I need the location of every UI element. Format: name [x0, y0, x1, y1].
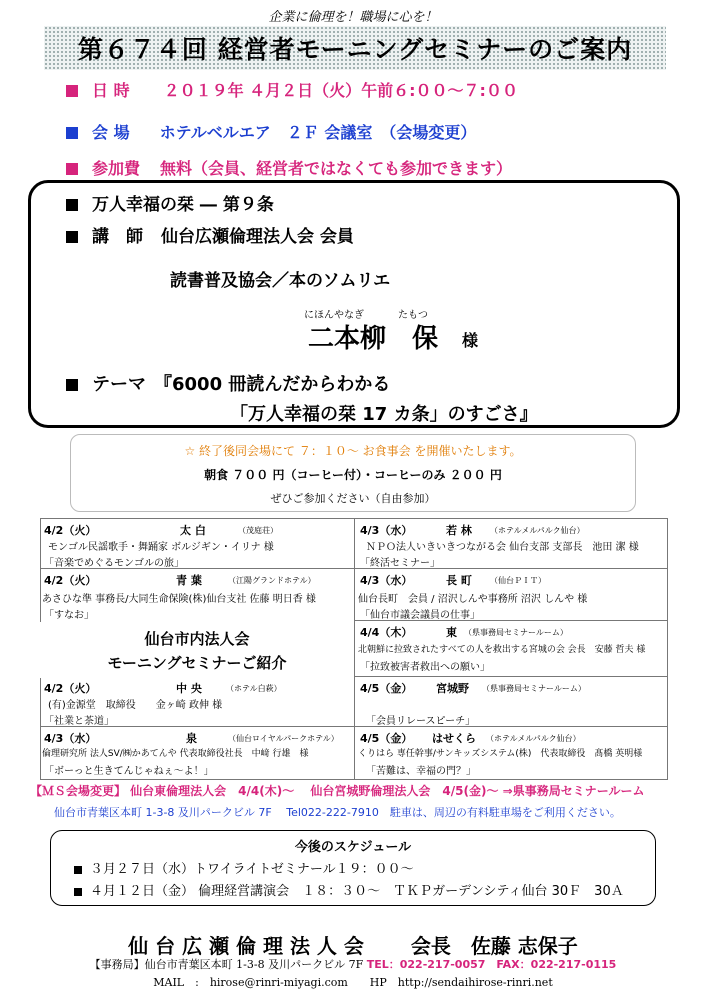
seminar-venue: （ホテルメルパルク仙台）: [490, 526, 585, 535]
speaker-label: 講 師: [92, 227, 143, 247]
organization-name: 仙 台 広 瀬 倫 理 法 人 会 会長 佐藤 志保子: [128, 934, 578, 958]
square-bullet-icon: [66, 127, 78, 139]
column-divider: [354, 518, 355, 780]
seminar-venue: （県事務局セミナールーム）: [482, 684, 586, 693]
venue-label: 会 場: [92, 123, 130, 142]
office-address: 【事務局】仙台市青葉区本町 1-3-8 及川パークビル 7F: [89, 958, 364, 971]
schedule-item: [74, 858, 414, 877]
furigana-given: たもつ: [398, 310, 428, 321]
seminar-topic: 「社業と茶道」: [44, 716, 114, 727]
seminar-topic: 「拉致被害者救出への願い」: [360, 662, 490, 673]
schedule-item: [74, 880, 624, 899]
page-title: 第６７４回 経営者モーニングセミナーのご案内: [77, 35, 633, 64]
speaker-name: 二本柳 保: [308, 324, 439, 354]
square-bullet-icon: [66, 379, 78, 391]
seminar-name: 中 央: [176, 682, 202, 695]
seminar-date: 4/2（火）: [44, 574, 97, 587]
theme-line1: 『6000 冊読んだからわかる: [154, 374, 391, 395]
seminar-speaker: 仙台長町 会員 / 沼沢しんや事務所 沼沢 しんや 様: [358, 594, 588, 605]
square-bullet-icon: [74, 888, 82, 896]
seminar-name: 東: [446, 626, 457, 639]
seminar-topic: 「ボーっと生きてんじゃねぇ～よ！」: [44, 766, 214, 777]
seminar-topic: 「音楽でめぐるモンゴルの旅」: [44, 558, 184, 569]
schedule-item-text: ４月１２日（金） 倫理経営講演会 １８：３０～ ＴＫＰガーデンシティ仙台 30Ｆ 30Ａ: [90, 884, 624, 899]
seminar-name: 若 林: [446, 524, 472, 537]
seminar-date: 4/3（水）: [360, 574, 413, 587]
square-bullet-icon: [66, 85, 78, 97]
fee-label: 参加費: [92, 159, 141, 178]
seminar-venue: （県事務局セミナールーム）: [464, 628, 568, 637]
theme-line2: 「万人幸福の栞 17 カ条」のすごさ』: [230, 404, 538, 425]
intro-line1: 仙台市内法人会: [144, 630, 250, 648]
seminar-speaker: くりはら 専任幹事/サンキッズシステム(株) 代表取締役 髙橋 英明様: [358, 749, 643, 759]
seminar-date: 4/2（火）: [44, 682, 97, 695]
seminar-topic: 「苦難は、幸福の門？」: [366, 766, 476, 777]
square-bullet-icon: [66, 199, 78, 211]
seminar-topic: 「終活セミナー」: [360, 558, 440, 569]
seminar-topic: 「すなお」: [44, 610, 94, 621]
seminar-date: 4/3（水）: [44, 732, 97, 745]
tel-fax: TEL：022-217-0057 FAX：022-217-0115: [366, 958, 617, 971]
seminar-date: 4/2（火）: [44, 524, 97, 537]
seminar-speaker: 北朝鮮に拉致されたすべての人を救出する宮城の会 会長 安藤 哲夫 様: [358, 645, 646, 655]
schedule-title: 今後のスケジュール: [294, 840, 412, 855]
venue-change-notice: 【ＭＳ会場変更】 仙台東倫理法人会 4/4(木)～ 仙台宮城野倫理法人会 4/5(金)～ ⇒県事務局セミナールーム: [30, 784, 645, 798]
schedule-item-text: ３月２７日（水）トワイライトゼミナール１９：００～: [90, 862, 414, 877]
theme-row: [66, 370, 390, 396]
seminar-name: 長 町: [446, 574, 472, 587]
seminar-date: 4/5（金）: [360, 682, 413, 695]
seminar-venue: （仙台ＰＩＴ）: [490, 576, 546, 585]
seminar-speaker: (有)金源堂 取締役 金ヶ崎 政伸 様: [48, 700, 223, 711]
seminar-topic: 「会員リレースピーチ」: [366, 716, 476, 727]
speaker-role: 読書普及協会／本のソムリエ: [170, 271, 391, 291]
speaker-honorific: 様: [462, 331, 479, 350]
seminar-venue: （茂庭荘）: [238, 526, 278, 535]
datetime-row: [66, 78, 518, 101]
square-bullet-icon: [66, 231, 78, 243]
seminar-name: 宮城野: [436, 682, 469, 695]
datetime-label: 日 時: [92, 81, 130, 100]
article-row: [66, 190, 274, 215]
seminar-speaker: 倫理研究所 法人SV/㈱かあてんや 代表取締役社長 中﨑 行雄 様: [42, 749, 309, 759]
seminar-venue: （仙台ロイヤルパークホテル）: [228, 734, 339, 743]
speaker-org: 仙台広瀬倫理法人会 会員: [161, 227, 354, 247]
intro-line2: モーニングセミナーご紹介: [107, 654, 287, 672]
seminar-name: 太 白: [180, 524, 206, 537]
furigana-family: にほんやなぎ: [304, 310, 364, 321]
fee-value: 無料（会員、経営者ではなくても参加できます）: [160, 159, 513, 178]
seminar-speaker: モンゴル民謡歌手・舞踊家 ボルジギン・イリナ 様: [48, 542, 274, 553]
meal-line2: 朝食 ７００ 円（コーヒー付）・コーヒーのみ ２００ 円: [204, 468, 502, 482]
seminar-date: 4/4（木）: [360, 626, 413, 639]
meal-line1: 終了後同会場にて ７：１０～ お食事会 を開催いたします。: [199, 444, 522, 458]
seminar-speaker: あさひな準 事務長/大同生命保険(株)仙台支社 佐藤 明日香 様: [42, 594, 316, 605]
datetime-value: ２０１９年 ４月２日（火）午前６:００～７:００: [163, 81, 518, 100]
theme-label: テーマ: [92, 374, 146, 395]
row-divider: [40, 726, 668, 727]
seminar-speaker: ＮＰＯ法人いきいきつながる会 仙台支部 支部長 池田 潔 様: [366, 542, 639, 553]
seminar-name: 泉: [186, 732, 197, 745]
meal-line1-row: [70, 442, 636, 459]
square-bullet-icon: [66, 163, 78, 175]
seminar-date: 4/5（金）: [360, 732, 413, 745]
seminar-venue: （江陽グランドホテル）: [228, 576, 316, 585]
seminar-name: はせくら: [432, 732, 476, 745]
article-title: 万人幸福の栞 ― 第９条: [92, 195, 274, 215]
office-row: [0, 956, 706, 972]
address-line: 仙台市青葉区本町 1-3-8 及川パークビル 7F Tel022-222-7910 駐車は、周辺の有料駐車場をご利用ください。: [54, 806, 621, 819]
seminar-venue: （ホテル白萩）: [226, 684, 282, 693]
mail-hp: MAIL : hirose@rinri-miyagi.com HP http://sendaihirose-rinri.net: [153, 976, 553, 989]
seminar-name: 青 葉: [176, 574, 202, 587]
venue-value: ホテルベルエア ２Ｆ 会議室 （会場変更）: [159, 123, 477, 142]
meal-line3: ぜひご参加ください（自由参加）: [270, 492, 436, 505]
square-bullet-icon: [74, 866, 82, 874]
speaker-row: [66, 222, 354, 247]
fee-row: [66, 156, 512, 179]
star-icon: ☆: [184, 444, 196, 458]
slogan: 企業に倫理を！職場に心を！: [268, 10, 438, 25]
seminar-date: 4/3（水）: [360, 524, 413, 537]
venue-row: [66, 120, 476, 143]
seminar-venue: （ホテルメルパルク仙台）: [486, 734, 581, 743]
seminar-topic: 「仙台市議会議員の仕事」: [360, 610, 480, 621]
